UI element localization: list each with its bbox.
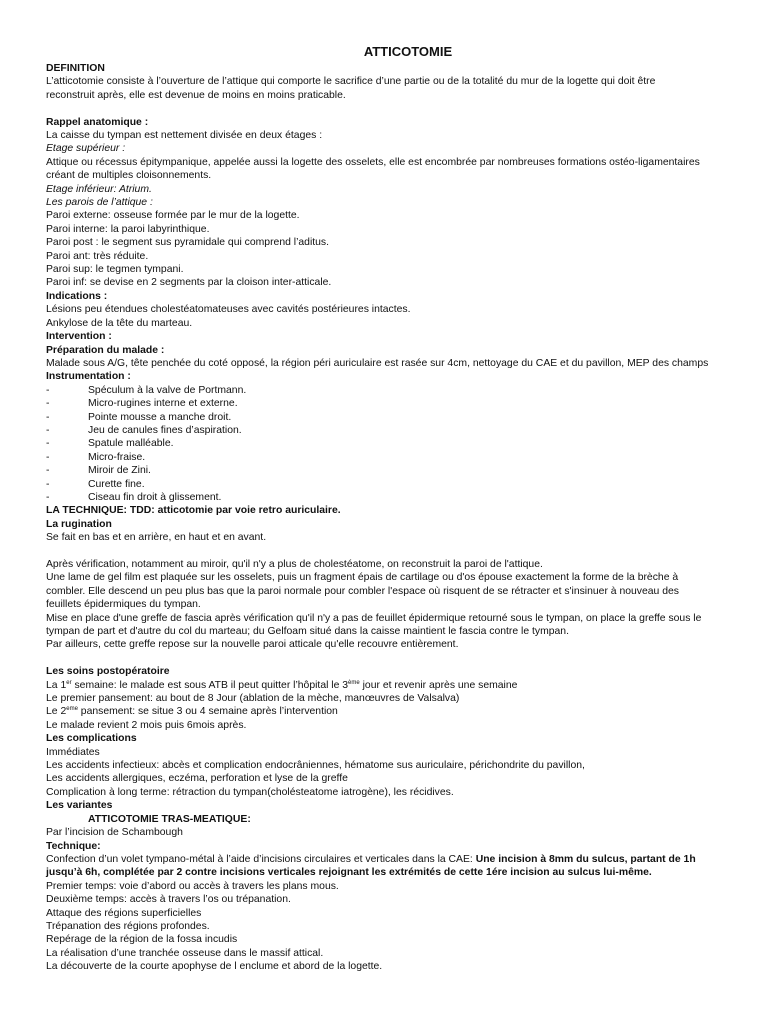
technique-paragraph-line: feuillets épidermiques du tympan. — [46, 599, 201, 611]
technique-paragraph-line: Après vérification, notamment au miroir, qu'il n'y a plus de cholestéatome, on reconstruit la paroi de l'attique. — [46, 559, 543, 570]
variante-line: Par l’incision de Schambough — [46, 827, 183, 839]
instrument-label: Pointe mousse a manche droit. — [88, 411, 232, 423]
instrument-label: Jeu de canules fines d’aspiration. — [88, 424, 242, 436]
definition-line: reconstruit après, elle est devenue de moins en moins praticable. — [46, 89, 346, 101]
preparation-line: Malade sous A/G, tête penchée du coté opposé, la région péri auriculaire est rasée sur 4cm, nettoyage du CAE et du pavillon, MEP des champs — [46, 357, 709, 369]
indications-heading: Indications : — [46, 290, 108, 302]
variante-step: La réalisation d’une tranchée osseuse dans le massif attical. — [46, 947, 324, 959]
technique-paragraph-line: tympan de part et d'autre du col du marteau; du Gelfoam situé dans la caisse maintient le fascia contre le tympan. — [46, 626, 569, 638]
variantes-heading: Les variantes — [46, 800, 113, 812]
technique-paragraph-line: Par ailleurs, cette greffe repose sur la nouvelle paroi atticale qu'elle recouvre entièrement. — [46, 639, 459, 651]
list-item — [46, 478, 748, 491]
definition-line: L’atticotomie consiste à l’ouverture de l’attique qui comporte le sacrifice d’une partie ou de la totalité du mur de la logette qui doit être — [46, 76, 656, 88]
definition-heading: DEFINITION — [46, 63, 105, 74]
etage-superieur-line: créant de multiples cloisonnements. — [46, 170, 212, 182]
soins-heading: Les soins postopératoire — [46, 666, 170, 678]
intervention-heading: Intervention : — [46, 331, 112, 343]
complications-line: Complication à long terme: rétraction du tympan(cholésteatome iatrogène), les récidives. — [46, 786, 454, 798]
variante-technique-heading: Technique: — [46, 840, 101, 852]
paroi-line: Paroi inf: se devise en 2 segments par la cloison inter-atticale. — [46, 277, 332, 289]
list-item — [46, 491, 748, 504]
list-item — [46, 451, 748, 464]
list-dash: - — [46, 424, 50, 436]
paroi-line: Paroi post : le segment sus pyramidale qui comprend l’aditus. — [46, 237, 329, 249]
instrument-label: Micro-rugines interne et externe. — [88, 398, 238, 410]
etage-inferieur-heading: Etage inférieur: Atrium. — [46, 183, 152, 195]
instrument-label: Curette fine. — [88, 478, 145, 490]
instrument-label: Micro-fraise. — [88, 451, 146, 463]
rugination-line: Se fait en bas et en arrière, en haut et en avant. — [46, 532, 267, 544]
list-item — [46, 411, 748, 424]
paroi-line: Paroi sup: le tegmen tympani. — [46, 264, 184, 276]
variante-step: Deuxième temps: accès à travers l’os ou trépanation. — [46, 894, 291, 906]
list-dash: - — [46, 411, 50, 423]
etage-superieur-line: Attique ou récessus épitympanique, appelée aussi la logette des osselets, elle est encombrée par nombreuses formations ostéo-ligamentaires — [46, 156, 700, 168]
etage-superieur-heading: Etage supérieur : — [46, 143, 126, 155]
instrument-label: Miroir de Zini. — [88, 465, 151, 477]
indications-line: Ankylose de la tête du marteau. — [46, 317, 193, 329]
variante-step: Trépanation des régions profondes. — [46, 920, 210, 932]
indications-line: Lésions peu étendues cholestéatomateuses avec cavités postérieures intactes. — [46, 304, 411, 316]
complications-line: Les accidents infectieux: abcès et complication endocrâniennes, hématome sus auriculaire, périchondrite du pavillon, — [46, 760, 585, 772]
variante-step: Repérage de la région de la fossa incudis — [46, 934, 238, 946]
list-dash: - — [46, 398, 50, 410]
list-item — [46, 384, 748, 397]
list-item — [46, 424, 748, 437]
technique-paragraph-line: Mise en place d'une greffe de fascia après vérification qu'il n'y a pas de feuillet épidermique retourné sous le tympan, on place la greffe sous le — [46, 612, 702, 624]
technique-paragraph-line: combler. Elle descend un peu plus bas que la paroi normale pour combler l'espace où risquent de se rétracter et s'insinuer à nouveau des — [46, 585, 679, 597]
paroi-line: Paroi ant: très réduite. — [46, 250, 149, 262]
variante-technique-line: jusqu’à 6h, complétée par 2 contre incisions verticales rejoignant les extrémités de cette 1ére incision au sulcus lui-même. — [46, 867, 652, 879]
rappel-heading: Rappel anatomique : — [46, 116, 149, 128]
document-title: ATTICOTOMIE — [363, 44, 453, 59]
instrument-label: Spatule malléable. — [88, 438, 174, 450]
variante-step: La découverte de la courte apophyse de l enclume et abord de la logette. — [46, 961, 383, 973]
list-dash: - — [46, 384, 50, 396]
soins-line: Le malade revient 2 mois puis 6mois après. — [46, 719, 247, 731]
technique-paragraph-line: Une lame de gel film est plaquée sur les osselets, puis un fragment épais de cartilage ou d'os épouse exactement la forme de la brèche à — [46, 572, 679, 584]
parois-heading: Les parois de l’attique : — [46, 197, 153, 209]
complications-heading: Les complications — [46, 733, 137, 745]
instrument-label: Ciseau fin droit à glissement. — [88, 491, 222, 503]
soins-line: Le 2eme pansement: se situe 3 ou 4 semaine après l’intervention — [46, 706, 338, 718]
variante-step: Attaque des régions superficielles — [46, 907, 202, 919]
list-dash: - — [46, 491, 50, 503]
technique-heading: LA TECHNIQUE: TDD: atticotomie par voie retro auriculaire. — [46, 505, 341, 517]
instrument-label: Spéculum à la valve de Portmann. — [88, 384, 247, 396]
list-dash: - — [46, 451, 50, 463]
list-item — [46, 464, 748, 477]
paroi-line: Paroi interne: la paroi labyrinthique. — [46, 223, 210, 235]
list-item — [46, 437, 748, 450]
complications-line: Les accidents allergiques, eczéma, perforation et lyse de la greffe — [46, 773, 348, 785]
rappel-intro: La caisse du tympan est nettement divisée en deux étages : — [46, 130, 323, 142]
paroi-line: Paroi externe: osseuse formée par le mur de la logette. — [46, 210, 300, 222]
variante-subheading: ATTICOTOMIE TRAS-MEATIQUE: — [88, 813, 251, 825]
variante-step: Premier temps: voie d’abord ou accès à travers les plans mous. — [46, 880, 339, 892]
complications-line: Immédiates — [46, 746, 100, 758]
list-dash: - — [46, 478, 50, 490]
soins-line: Le premier pansement: au bout de 8 Jour (ablation de la mèche, manœuvres de Valsalva) — [46, 693, 460, 705]
list-dash: - — [46, 438, 50, 450]
rugination-heading: La rugination — [46, 518, 112, 530]
variante-technique-line: Confection d’un volet tympano-métal à l’aide d’incisions circulaires et verticales dans la CAE: Une incision à 8mm du sulcus, partant de 1h — [46, 853, 696, 865]
list-item — [46, 397, 748, 410]
list-dash: - — [46, 465, 50, 477]
instrumentation-heading: Instrumentation : — [46, 371, 131, 383]
preparation-heading: Préparation du malade : — [46, 344, 165, 356]
soins-line: La 1er semaine: le malade est sous ATB il peut quitter l’hôpital le 3ème jour et revenir après une semaine — [46, 679, 518, 691]
